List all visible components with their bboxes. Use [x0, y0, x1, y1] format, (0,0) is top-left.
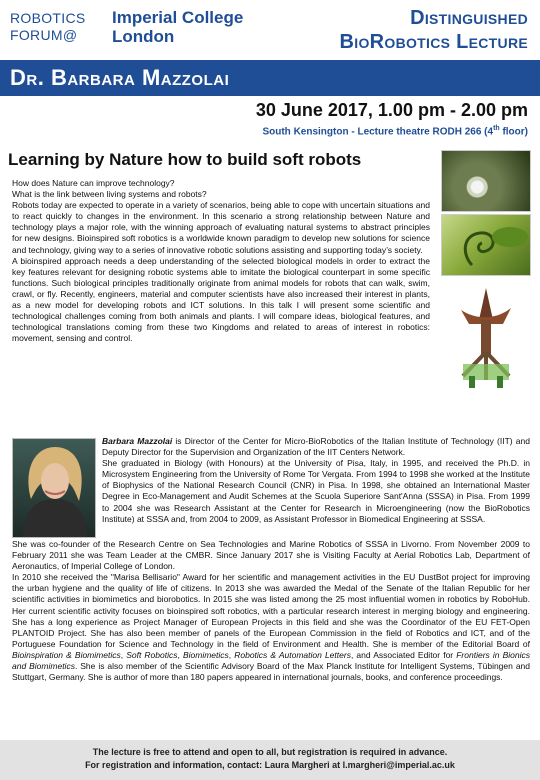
journal-name: Bioinspiration & Biomimetics — [12, 649, 121, 660]
bio-text: is Director of the Center for Micro-BioRobotics of the Italian Institute of Technology (IIT) and Deputy Director for the Supervision and Organization of the IIT Centers Network. — [102, 436, 530, 458]
speaker-name: Dr. Barbara Mazzolai — [10, 65, 230, 90]
talk-title: Learning by Nature how to build soft robots — [8, 150, 362, 169]
event-datetime: 30 June 2017, 1.00 pm - 2.00 pm — [255, 100, 528, 120]
bio-paragraph — [12, 572, 530, 683]
journal-name: Frontiers in Bionics and Biomimetics — [12, 649, 530, 672]
footer-line1: The lecture is free to attend and open to all, but registration is required in advance. — [92, 747, 448, 757]
talk-abstract — [12, 178, 430, 344]
imperial-college-line2: London — [112, 27, 175, 46]
speaker-bio-bottom — [12, 539, 530, 683]
lecture-series-line2: BioRobotics Lecture — [339, 31, 528, 53]
abstract-paragraph: What is the link between living systems and robots? — [12, 189, 207, 200]
abstract-paragraph: A bioinspired approach needs a deep understanding of the selected biological models in order to extract the key features relevant for designing robotic systems able to imitate the biological counterpart in some specific functions. Such biological principles traditionally originate from animal models for robots that can walk, swim, crawl, or fly. Recently, engineers, material and computer scientists have also increased their interest in plants, as a new model for developing robots and ICT solutions. In this talk I will present some scientific and technological challenges coming from both animals and plants. I will compare ideas, biological features, and technological translations coming from these two Kingdoms and related to areas of interest in robotics: movement, sensing and control. — [12, 255, 430, 344]
page-header — [0, 0, 540, 58]
robotics-forum-line2: FORUM@ — [10, 27, 78, 43]
venue-ordinal: th — [493, 125, 500, 132]
bio-paragraph — [102, 436, 530, 458]
speaker-band — [0, 60, 540, 96]
dandelion-image — [441, 150, 531, 212]
bio-paragraph: She graduated in Biology (with Honours) at the University of Pisa, Italy, in 1995, and received the Ph.D. in Microsystem Engineering from the University of Rome Tor Vergata. From 1994 to 1998 she worked at the Institute of Biophysics of the National Research Council (CNR) in Pisa. In 1998, she obtained an International Master Degree in Eco-Management and Audit Schemes at the Scuola Superiore Sant'Anna (SSSA) in Pisa. From 1999 to 2004 she was Research Assistant at the Center for Research in Microengineering (now the BioRobotics Institute) at SSSA and, from 2004 to 2009, as Assistant Professor in Biomedical Engineering at SSSA. — [102, 458, 530, 524]
bio-text: In 2010 she received the "Marisa Bellisario" Award for her scientific and management activities in the EU DustBot project for improving the urban hygiene and the quality of life of citizens. In 2013 she was awarded the Medal of the Senate of the Italian Republic for her scientific activities in biomimetics and biorobotics. In 2015 she was listed among the 25 most influential women in robotics by RoboHub. Her current scientific activity focuses on bioinspired soft robotics, with a particular research interest in merging biology and engineering. She has a long experience as Project Manager of European Projects in this field and she was the Coordinator of the EU FET-Open PLANTOID Project. She has also been member of panels of the European Commission in the field of Robotics and ICT, and of the Portuguese Foundation for Science and Technology in the field of Environment and Health. She is member of the Editorial Board of — [12, 572, 530, 649]
venue-text: South Kensington - Lecture theatre RODH 266 (4 — [262, 126, 494, 138]
event-venue — [262, 125, 528, 137]
speaker-photo — [12, 438, 96, 538]
footer-contact: For registration and information, contact: Laura Margheri at l.margheri@imperial.ac.uk — [85, 760, 455, 770]
bio-text: . She is also member of the Scientific Advisory Board of the Max Planck Institute for Intelligent Systems, Tübingen and Stuttgart, Germany. She is author of more than 180 papers appeared in international journals, books, and conference proceedings. — [12, 661, 530, 683]
lecture-series-title — [340, 6, 528, 54]
plant-tendril-image — [441, 214, 531, 276]
plant-robot-image — [441, 280, 531, 390]
abstract-paragraph: How does Nature can improve technology? — [12, 178, 175, 188]
lecture-series-line1: Distinguished — [410, 7, 528, 29]
registration-footer — [0, 740, 540, 780]
bio-text: , and Associated Editor for — [350, 649, 457, 660]
bio-separator: , — [120, 649, 127, 660]
journal-name: Robotics & Automation Letters — [234, 649, 351, 660]
bio-paragraph: She was co-founder of the Research Centre on Sea Technologies and Marine Robotics of SSSA in Livorno. From November 2009 to February 2011 she was Team Leader at the CMBR. Since January 2017 she is Visiting Faculty at Aerial Robotics Lab, Department of Aeronautics, of Imperial College of London. — [12, 539, 530, 572]
imperial-college-line1: Imperial College — [112, 8, 244, 27]
bio-separator: , — [177, 649, 183, 660]
journal-name: Soft Robotics — [126, 649, 178, 660]
imperial-college-logo — [112, 8, 243, 46]
speaker-bio-top — [102, 436, 530, 525]
bio-separator: , — [228, 649, 235, 660]
robotics-forum-line1: ROBOTICS — [10, 10, 86, 26]
bio-speaker-name: Barbara Mazzolai — [102, 436, 173, 446]
abstract-paragraph: Robots today are expected to operate in a variety of scenarios, being able to cope with uncertain situations and to react quickly to changes in the environment. In this scenario a strong relationship between Nature and technology plays a major role, with the winning approach of evaluating natural systems to abstract principles for new designs. Bioinspired soft robotics is a worldwide known paradigm to develop new solutions for science and technology, giving way to a series of innovative robotic solutions assisting and supporting today’s society. — [12, 200, 430, 255]
robotics-forum-logo — [10, 10, 86, 44]
journal-name: Biomimetics — [182, 649, 229, 660]
venue-end: floor) — [499, 126, 528, 138]
